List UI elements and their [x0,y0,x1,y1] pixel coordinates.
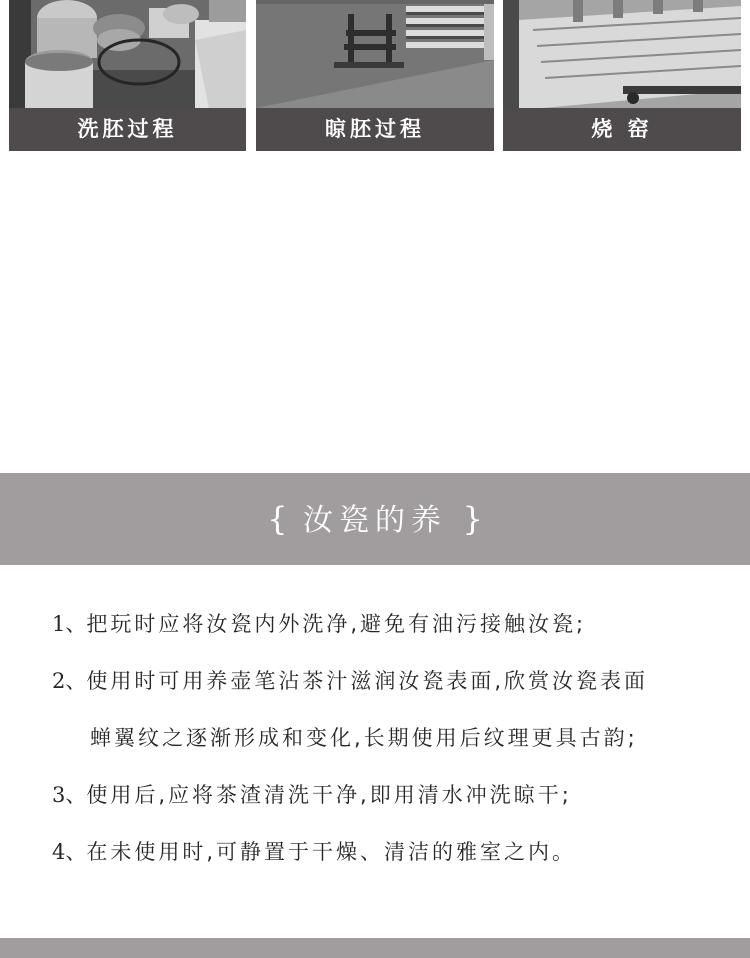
care-item-number: 2、 [52,669,87,693]
care-item-text: 把玩时应将汝瓷内外洗净,避免有油污接触汝瓷; [86,612,587,636]
care-instructions-list [52,600,712,885]
care-item-3 [52,771,712,828]
next-section-band [0,938,750,958]
care-item-4 [52,828,712,885]
kiln-photo-card [503,0,741,151]
care-item-text: 蝉翼纹之逐渐形成和变化,长期使用后纹理更具古韵; [90,726,638,750]
care-item-number: 1、 [52,612,87,636]
kiln-cart-photo [503,0,741,108]
drying-racks-photo [256,0,494,108]
care-item-number: 3、 [52,783,87,807]
care-item-text: 在未使用时,可静置于干燥、清洁的雅室之内。 [86,840,577,864]
washing-caption: 洗胚过程 [9,108,246,151]
care-item-2-continuation [52,714,712,771]
brace-open: { [267,500,288,538]
care-item-text: 使用时可用养壶笔沾茶汁滋润汝瓷表面,欣赏汝瓷表面 [86,669,649,693]
care-section-header [0,473,750,565]
drying-caption: 晾胚过程 [256,108,494,151]
care-item-2 [52,657,712,714]
care-item-1 [52,600,712,657]
kiln-caption: 烧 窑 [503,108,741,151]
washing-photo [9,0,246,108]
process-photo-strip [0,0,750,152]
care-item-text: 使用后,应将茶渣清洗干净,即用清水冲洗晾干; [86,783,572,807]
brace-close: } [462,500,483,538]
care-item-number: 4、 [52,840,87,864]
care-section-title: 汝瓷的养 [303,503,447,538]
washing-photo-card [9,0,246,151]
drying-photo-card [256,0,494,151]
